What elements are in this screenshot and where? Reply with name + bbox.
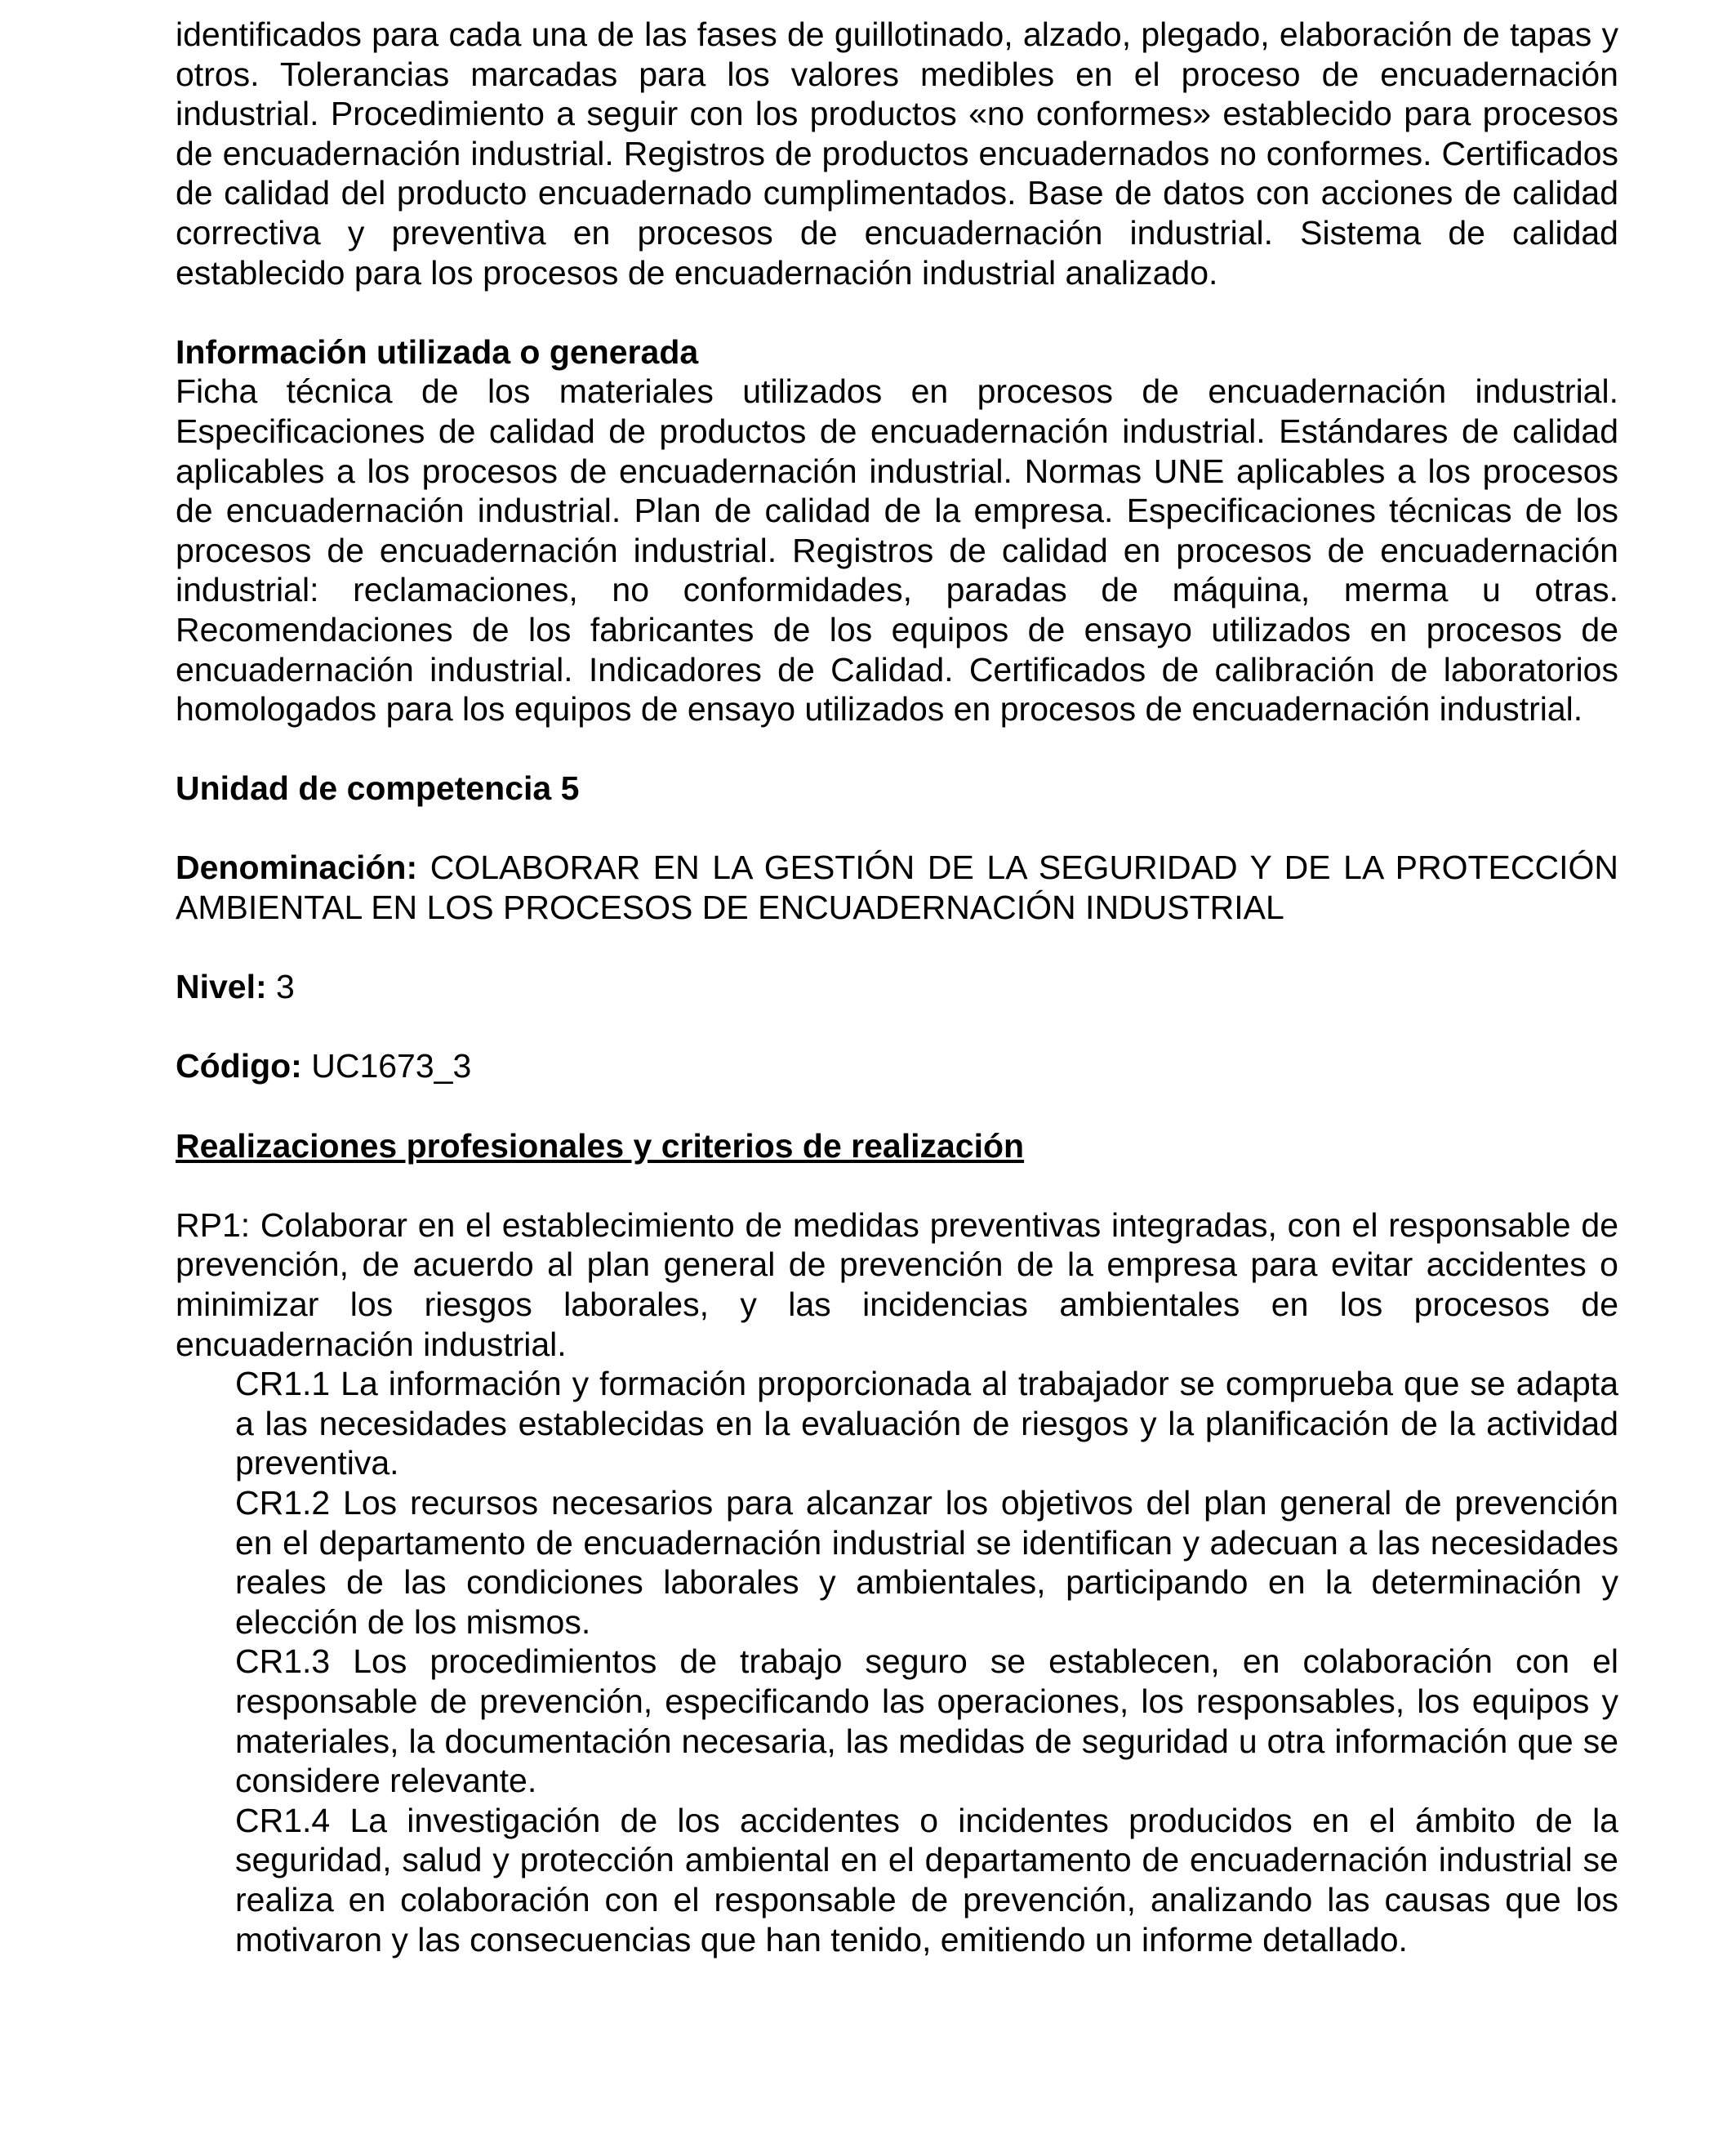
info-section-heading: Información utilizada o generada: [176, 332, 699, 371]
rp1-text: RP1: Colaborar en el establecimiento de medidas preventivas integradas, con el responsable de prevención, de acuerdo al plan general de prevención de la empresa para evitar accidentes o minimizar los riesgos laborales, y las incidencias ambientales en los procesos de encuadernación industrial.: [176, 1205, 1618, 1363]
nivel-line: [176, 967, 1618, 1007]
intro-paragraph: identificados para cada una de las fases de guillotinado, alzado, plegado, elaboración de tapas y otros. Tolerancias marcadas para los valores medibles en el proceso de encuadernación industrial. Procedimiento a seguir con los productos «no conformes» establecido para procesos de encuadernación industrial. Registros de productos encuadernados no conformes. Certificados de calidad del producto encuadernado cumplimentados. Base de datos con acciones de calidad correctiva y preventiva en procesos de encuadernación industrial. Sistema de calidad establecido para los procesos de encuadernación industrial analizado.: [176, 16, 1618, 292]
criterion-cr1-2: CR1.2 Los recursos necesarios para alcanzar los objetivos del plan general de prevención en el departamento de encuadernación industrial se identifican y adecuan a las necesidades reales de las condiciones laborales y ambientales, participando en la determinación y elección de los mismos.: [235, 1483, 1618, 1641]
criterion-cr1-4: CR1.4 La investigación de los accidentes o incidentes producidos en el ámbito de la seguridad, salud y protección ambiental en el departamento de encuadernación industrial se realiza en colaboración con el responsable de prevención, analizando las causas que los motivaron y las consecuencias que han tenido, emitiendo un informe detallado.: [235, 1801, 1618, 1959]
denominacion-value: COLABORAR EN LA GESTIÓN DE LA SEGURIDAD Y DE LA PROTECCIÓN AMBIENTAL EN LOS PROCESOS DE ENCUADERNACIÓN INDUSTRIAL: [176, 849, 1618, 927]
criterion-cr1-1: CR1.1 La información y formación proporcionada al trabajador se comprueba que se adapta a las necesidades establecidas en la evaluación de riesgos y la planificación de la actividad preventiva.: [235, 1365, 1618, 1482]
criterion-cr1-3: CR1.3 Los procedimientos de trabajo seguro se establecen, en colaboración con el responsable de prevención, especificando las operaciones, los responsables, los equipos y materiales, la documentación necesaria, las medidas de seguridad u otra información que se considere relevante.: [235, 1642, 1618, 1800]
codigo-label: Código:: [176, 1047, 302, 1085]
denominacion-label: Denominación:: [176, 849, 418, 887]
realizaciones-heading: Realizaciones profesionales y criterios de realización: [176, 1126, 1025, 1165]
document-page: [176, 15, 1618, 1959]
codigo-value: UC1673_3: [301, 1047, 472, 1085]
codigo-line: [176, 1046, 1618, 1086]
nivel-label: Nivel:: [176, 968, 267, 1006]
denominacion-line: [176, 848, 1618, 927]
unit-title: Unidad de competencia 5: [176, 769, 580, 808]
nivel-value: 3: [266, 968, 295, 1006]
info-section-body: Ficha técnica de los materiales utilizados en procesos de encuadernación industrial. Especificaciones de calidad de productos de encuadernación industrial. Estándares de calidad aplicables a los procesos de encuadernación industrial. Normas UNE aplicables a los procesos de encuadernación industrial. Plan de calidad de la empresa. Especificaciones técnicas de los procesos de encuadernación industrial. Registros de calidad en procesos de encuadernación industrial: reclamaciones, no conformidades, paradas de máquina, merma u otras. Recomendaciones de los fabricantes de los equipos de ensayo utilizados en procesos de encuadernación industrial. Indicadores de Calidad. Certificados de calibración de laboratorios homologados para los equipos de ensayo utilizados en procesos de encuadernación industrial.: [176, 372, 1618, 729]
